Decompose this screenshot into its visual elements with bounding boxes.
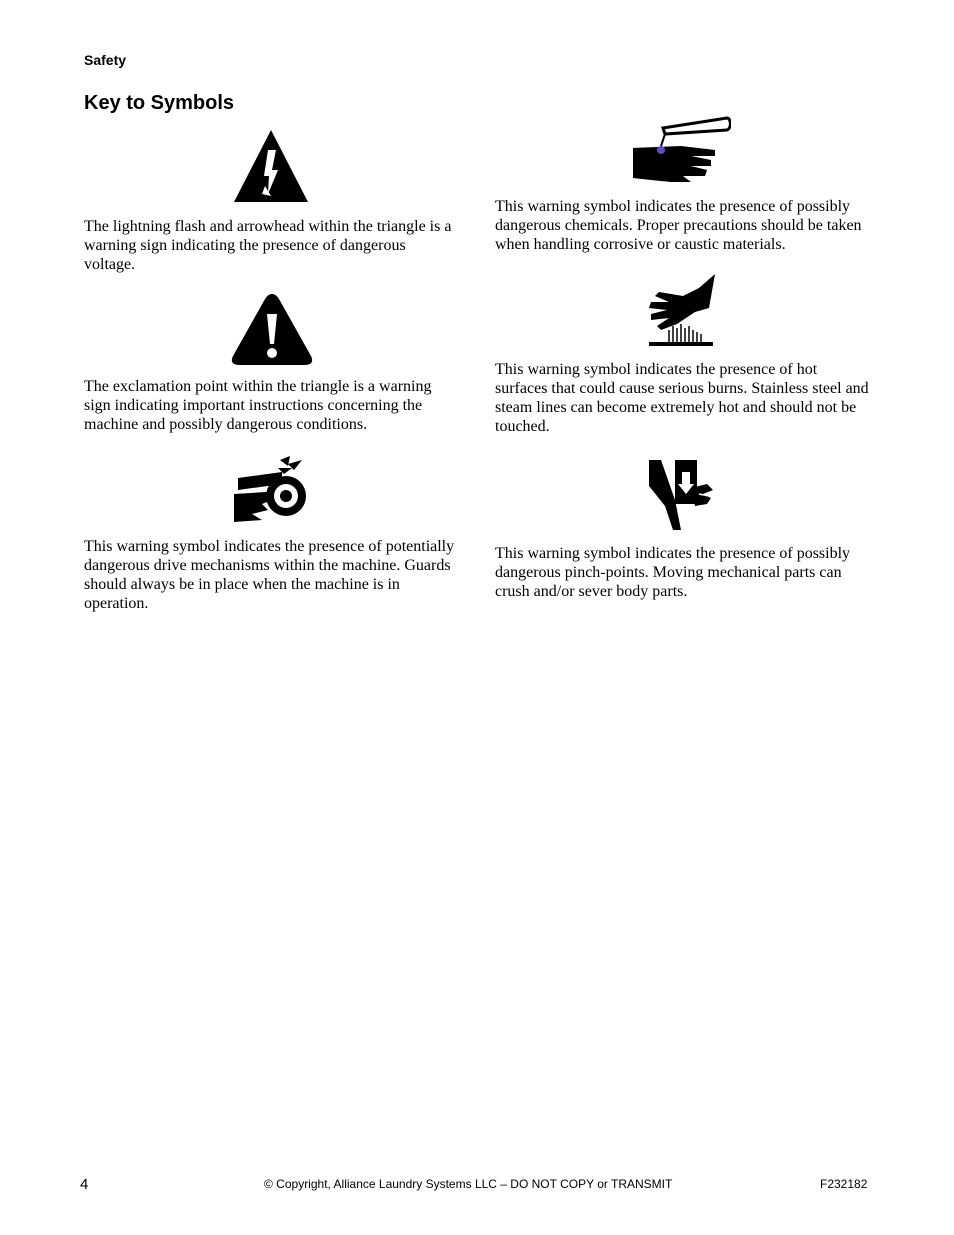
document-number: F232182 [820, 1177, 868, 1191]
chemical-hazard-icon [631, 106, 731, 186]
page-number: 4 [80, 1176, 89, 1193]
pinch-point-icon [647, 456, 715, 532]
symbol-description: This warning symbol indicates the presence of possibly dangerous chemicals. Proper precautions should be taken when handling corrosive or caustic materials. [495, 198, 862, 253]
drive-mechanism-icon [232, 454, 308, 524]
exclamation-warning-icon [230, 292, 314, 366]
symbol-description: This warning symbol indicates the presence of possibly dangerous pinch-points. Moving mechanical parts can crush and/or sever body parts. [495, 545, 851, 600]
symbol-description: The exclamation point within the triangle is a warning sign indicating important instructions concerning the machine and possibly dangerous conditions. [84, 378, 432, 433]
symbol-description: The lightning flash and arrowhead within the triangle is a warning sign indicating the presence of dangerous voltage. [84, 218, 452, 273]
copyright-notice: © Copyright, Alliance Laundry Systems LLC – DO NOT COPY or TRANSMIT [264, 1177, 673, 1191]
hot-surface-icon [647, 272, 717, 348]
section-label: Safety [84, 52, 127, 68]
dangerous-voltage-icon [232, 128, 310, 204]
symbol-description: This warning symbol indicates the presence of hot surfaces that could cause serious burns. Stainless steel and steam lines can become extremely hot and should not be touched. [495, 361, 869, 435]
symbol-description: This warning symbol indicates the presence of potentially dangerous drive mechanisms within the machine. Guards should always be in place when the machine is in operation. [84, 538, 455, 612]
page-title: Key to Symbols [84, 92, 235, 114]
